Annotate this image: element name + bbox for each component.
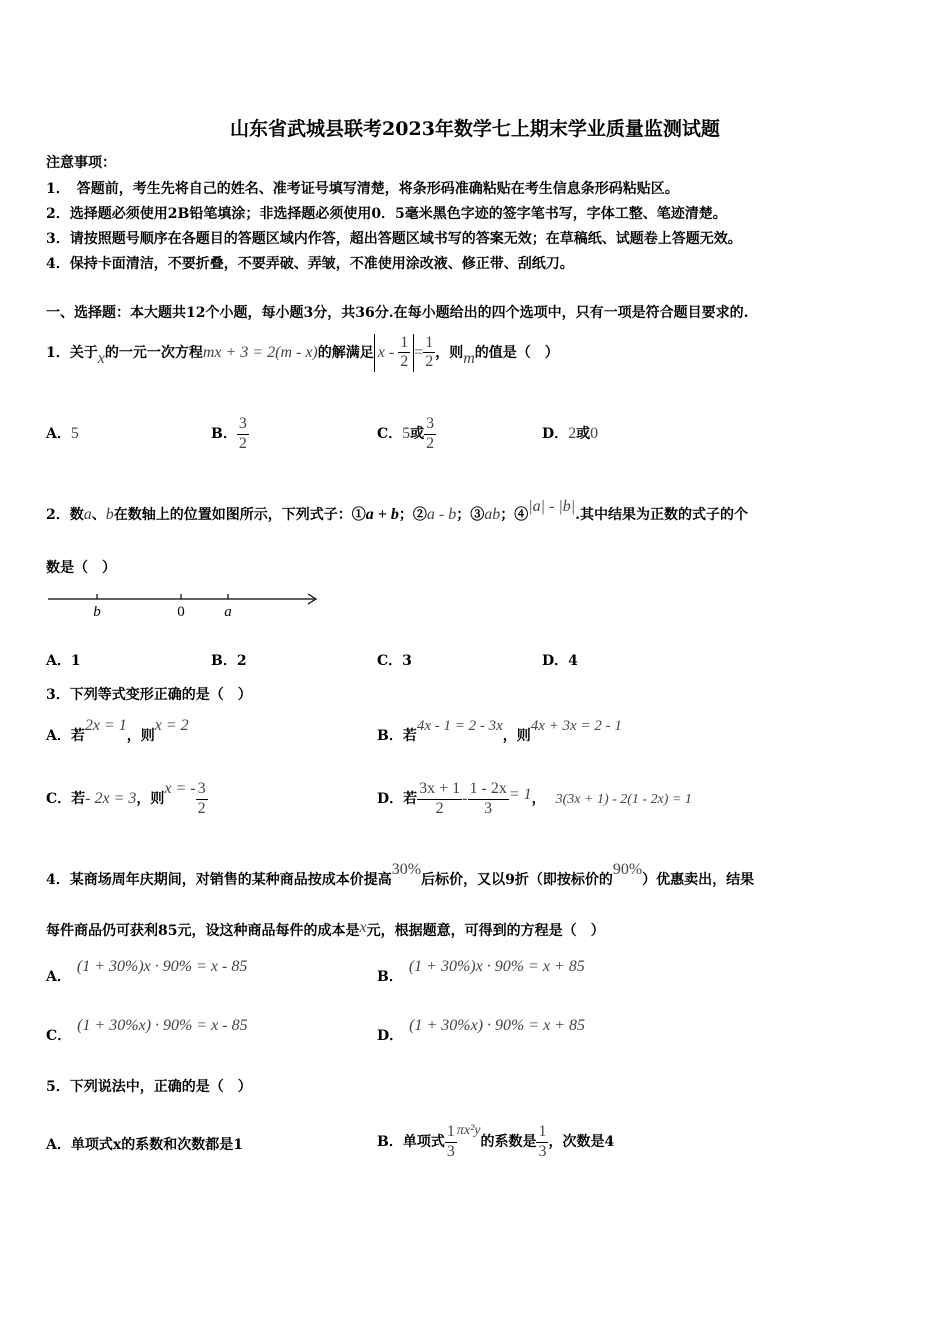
- notice-heading: 注意事项：: [46, 155, 116, 171]
- q2-option-b[interactable]: B．2: [211, 653, 247, 669]
- q3-option-a[interactable]: A．若2x = 1，则x = 2: [46, 717, 189, 744]
- q3-option-b[interactable]: B．若4x - 1 = 2 - 3x，则4x + 3x = 2 - 1: [377, 718, 622, 744]
- q1-option-c[interactable]: C．5或 $\frac{3}{2}$: [377, 415, 435, 452]
- label-a: a: [224, 604, 232, 620]
- q4-option-d[interactable]: D．(1 + 30%x) · 90% = x + 85: [377, 1017, 586, 1044]
- label-b: b: [93, 604, 101, 620]
- notice-item-1: 1． 答题前，考生先将自己的姓名、准考证号填写清楚，将条形码准确粘贴在考生信息条形码粘贴区。: [46, 181, 679, 197]
- q1-option-d[interactable]: D．2或0: [542, 425, 599, 442]
- q4-option-a[interactable]: A．(1 + 30%)x · 90% = x - 85: [46, 958, 248, 985]
- label-zero: 0: [177, 604, 185, 620]
- q4-option-b[interactable]: B．(1 + 30%)x · 90% = x + 85: [377, 958, 585, 985]
- question-5-stem: 5．下列说法中，正确的是（ ）: [46, 1079, 252, 1095]
- notice-item-3: 3．请按照题号顺序在各题目的答题区域内作答，超出答题区域书写的答案无效；在草稿纸、试题卷上答题无效。: [46, 231, 742, 247]
- q1-option-b[interactable]: B． $\frac{3}{2}$: [211, 415, 247, 452]
- question-4-stem: 4．某商场周年庆期间，对销售的某种商品按成本价提高30%后标价，又以9折（即按标价的90%）优惠卖出，结果: [46, 861, 755, 888]
- page-title: 山东省武城县联考2023年数学七上期末学业质量监测试题: [230, 118, 720, 140]
- section-heading: 一、选择题：本大题共12个小题，每小题3分，共36分.在每小题给出的四个选项中，只有一项是符合题目要求的.: [46, 305, 749, 321]
- q5-option-a[interactable]: A．单项式x的系数和次数都是1: [46, 1137, 243, 1153]
- number-line-figure: [46, 588, 326, 622]
- q2-option-a[interactable]: A．1: [46, 653, 81, 669]
- question-3-stem: 3．下列等式变形正确的是（ ）: [46, 687, 252, 703]
- question-1-stem: 1．关于x的一元一次方程mx + 3 = 2(m - x)的解满足 x - $\frac{1}{2}$ = $\frac{1}{2}$ ，则m的值是（ ）: [46, 334, 559, 371]
- q5-option-b[interactable]: B．单项式 $\frac{1}{3}$ πx²y的系数是 $\frac{1}{3}$ ，次数是4: [377, 1123, 615, 1160]
- q3-option-d[interactable]: D．若 $\frac{3x + 1}{2}$ - $\frac{1 - 2x}{3}$ = 1， 3(3x + 1) - 2(1 - 2x) = 1: [377, 780, 692, 817]
- question-2-stem-line2: 数是（ ）: [46, 560, 116, 576]
- q2-option-d[interactable]: D．4: [542, 653, 578, 669]
- q3-option-c[interactable]: C．若- 2x = 3，则x = - $\frac{3}{2}$: [46, 780, 206, 817]
- q2-option-c[interactable]: C．3: [377, 653, 412, 669]
- notice-item-4: 4．保持卡面清洁，不要折叠，不要弄破、弄皱，不准使用涂改液、修正带、刮纸刀。: [46, 256, 574, 272]
- q1-option-a[interactable]: A．5: [46, 425, 79, 442]
- question-4-stem-line2: 每件商品仍可获利85元，设这种商品每件的成本是x元，根据题意，可得到的方程是（ ）: [46, 919, 605, 939]
- notice-item-2: 2．选择题必须使用2B铅笔填涂；非选择题必须使用0．5毫米黑色字迹的签字笔书写，字体工整、笔迹清楚。: [46, 206, 727, 222]
- question-2-stem: 2．数a、b在数轴上的位置如图所示，下列式子：①a + b；②a - b；③ab；④|a| - |b|.其中结果为正数的式子的个: [46, 498, 748, 523]
- q4-option-c[interactable]: C．(1 + 30%x) · 90% = x - 85: [46, 1017, 248, 1044]
